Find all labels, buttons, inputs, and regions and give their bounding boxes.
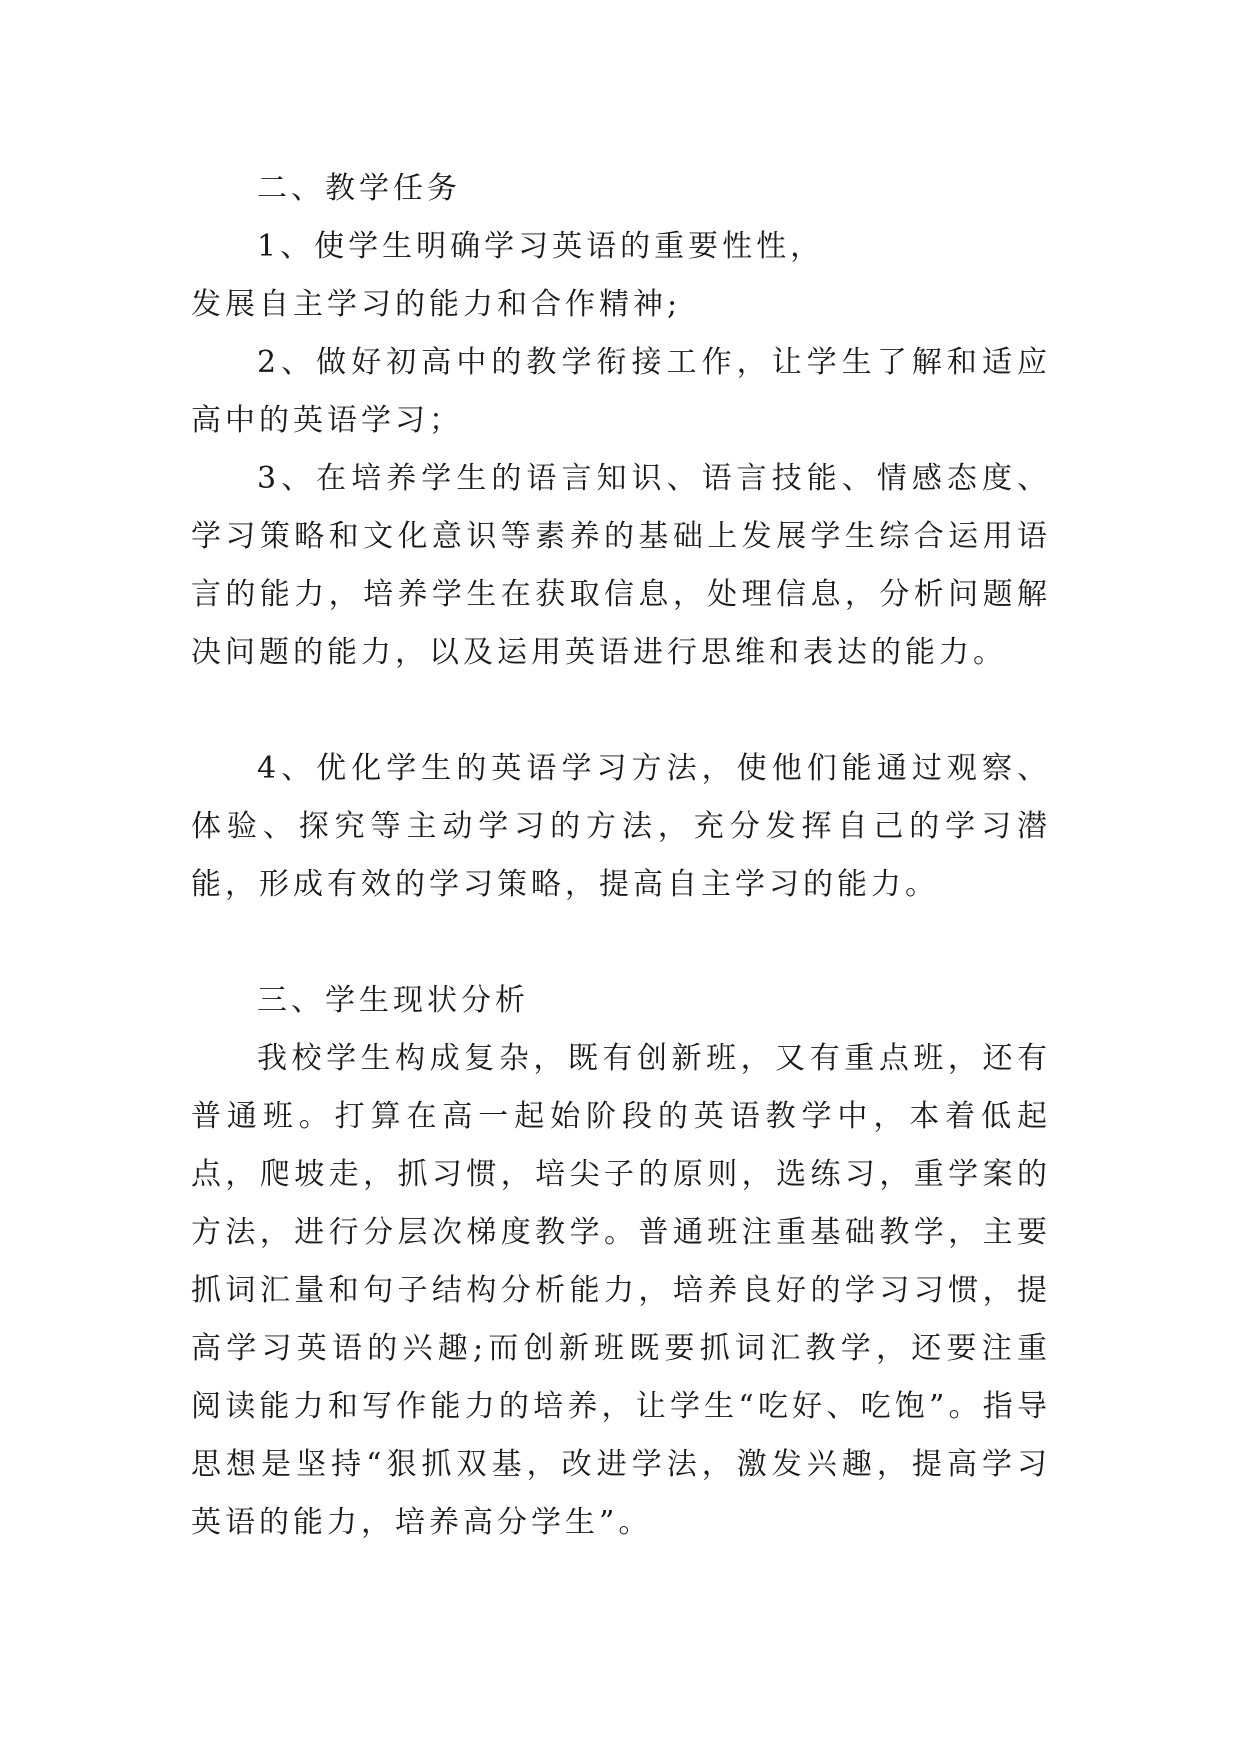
task-item-2: 2、做好初高中的教学衔接工作，让学生了解和适应高中的英语学习； <box>191 345 1051 438</box>
document-body <box>191 160 1051 1552</box>
task-item-3: 3、在培养学生的语言知识、语言技能、情感态度、学习策略和文化意识等素养的基础上发展学生综合运用语言的能力，培养学生在获取信息，处理信息，分析问题解决问题的能力，以及运用英语进行思维和表达的能力。 <box>191 461 1051 670</box>
student-analysis-paragraph: 我校学生构成复杂，既有创新班，又有重点班，还有普通班。打算在高一起始阶段的英语教学中，本着低起点，爬坡走，抓习惯，培尖子的原则，选练习，重学案的方法，进行分层次梯度教学。普通班注重基础教学，主要抓词汇量和句子结构分析能力，培养良好的学习习惯，提高学习英语的兴趣;而创新班既要抓词汇教学，还要注重阅读能力和写作能力的培养，让学生“吃好、吃饱”。指导思想是坚持“狠抓双基，改进学法，激发兴趣，提高学习英语的能力，培养高分学生”。 <box>191 1041 1051 1540</box>
section-heading-teaching-tasks: 二、教学任务 <box>257 171 461 206</box>
task-item-1-line-1: 1、使学生明确学习英语的重要性性， <box>257 229 825 264</box>
task-item-4: 4、优化学生的英语学习方法，使他们能通过观察、体验、探究等主动学习的方法，充分发挥自己的学习潜能，形成有效的学习策略，提高自主学习的能力。 <box>191 751 1051 902</box>
section-heading-student-analysis: 三、学生现状分析 <box>257 983 529 1018</box>
task-item-1-line-2: 发展自主学习的能力和合作精神; <box>191 287 682 322</box>
